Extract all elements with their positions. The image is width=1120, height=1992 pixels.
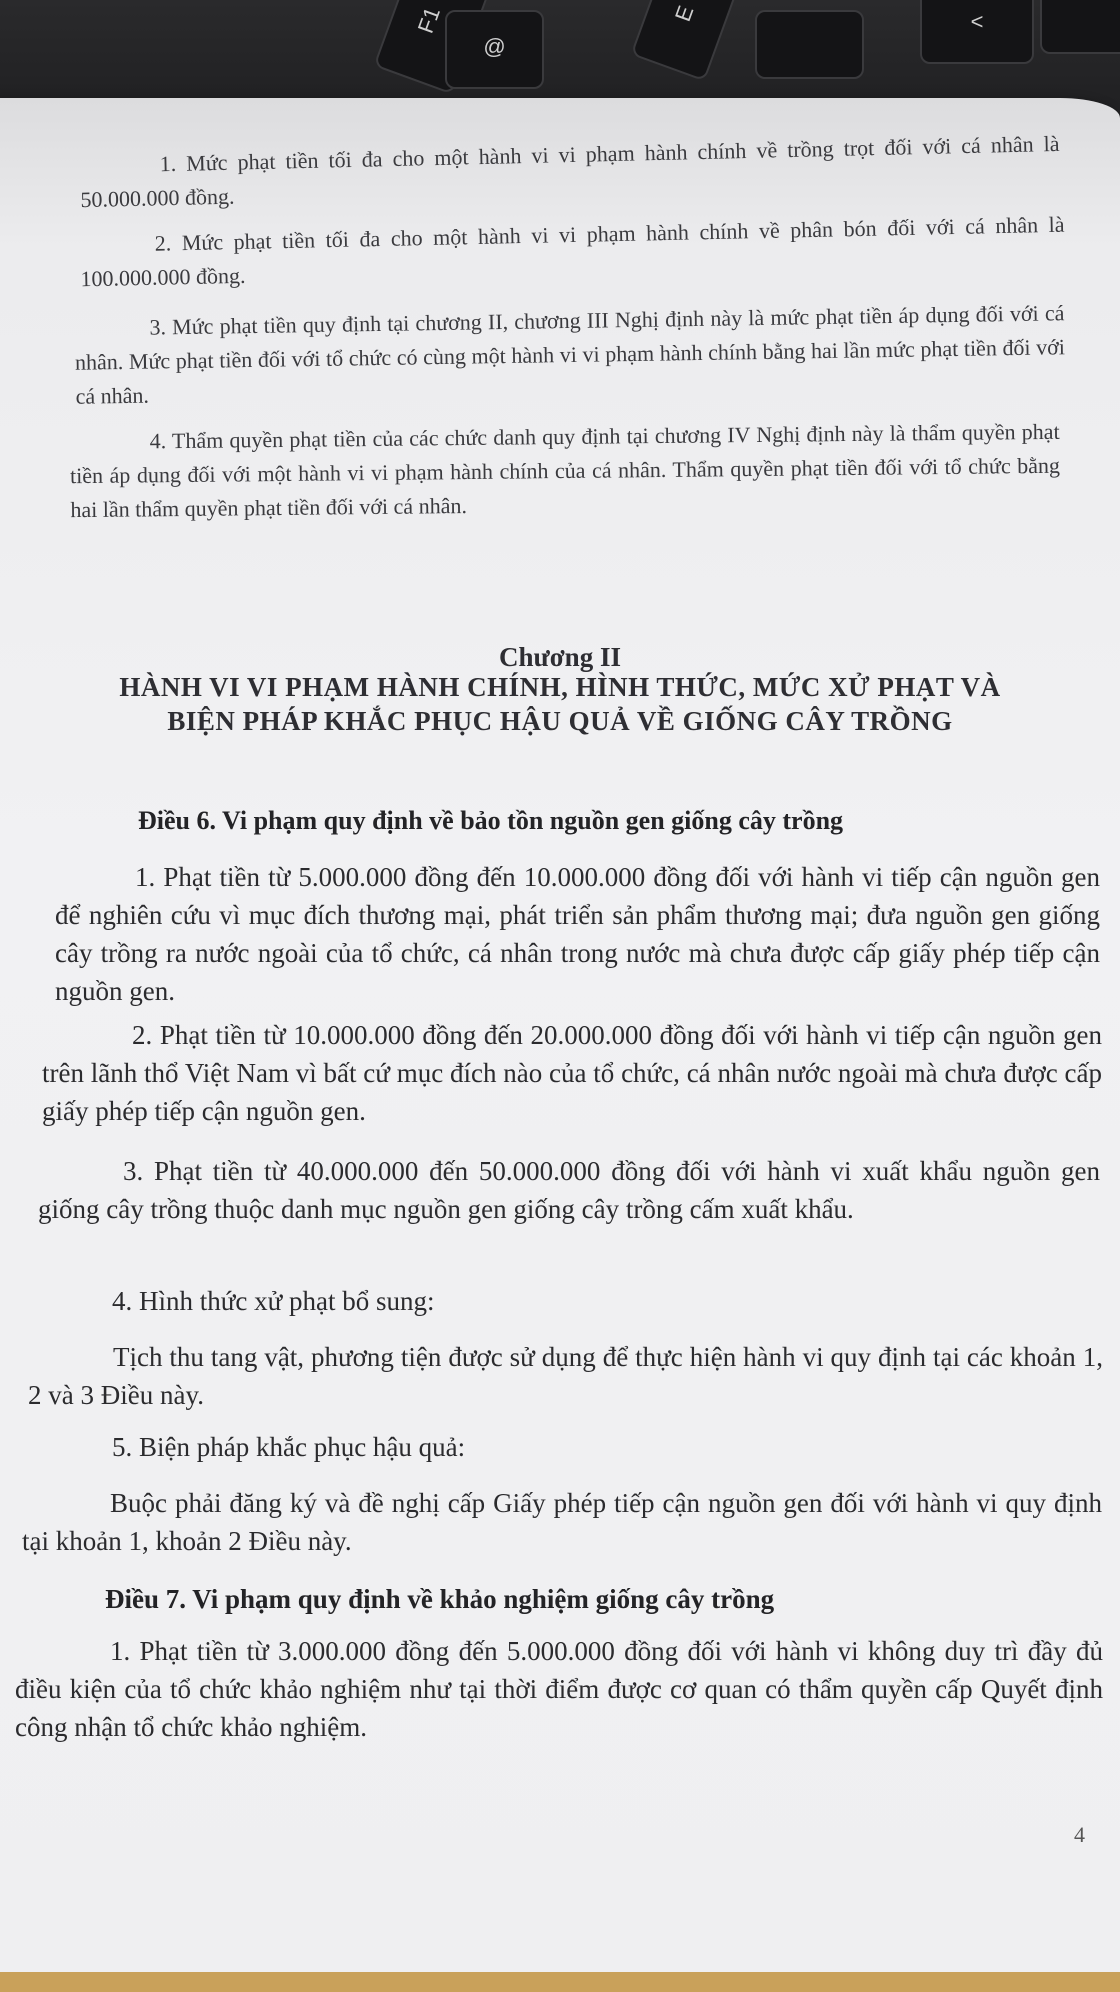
article-7-title: Điều 7. Vi phạm quy định về khảo nghiệm giống cây trồng [105,1584,775,1614]
keyboard-key [755,10,864,79]
keyboard-key [1040,0,1120,54]
document-page [0,98,1120,1978]
clause-4: 4. Thẩm quyền phạt tiền của các chức danh quy định tại chương IV Nghị định này là thẩm quyền phạt tiền áp dụng đối với một hành vi vi phạm hành chính của cá nhân. Thẩm quyền phạt tiền đối với tổ chức bằng hai lần thẩm quyền phạt tiền đối với cá nhân. [69,418,1061,523]
keyboard-key: F1 [373,0,494,95]
clause-3: 3. Mức phạt tiền quy định tại chương II, chương III Nghị định này là mức phạt tiền áp dụng đối với cá nhân. Mức phạt tiền đối với tổ chức có cùng một hành vi vi phạm hành chính bằng hai lần mức phạt tiền đối với cá nhân. [74,300,1066,409]
article-6-clause-4-text: Tịch thu tang vật, phương tiện được sử dụng để thực hiện hành vi quy định tại các khoản 1, 2 và 3 Điều này. [28,1342,1103,1410]
clause-2: 2. Mức phạt tiền tối đa cho một hành vi vi phạm hành chính về phân bón đối với cá nhân là 100.000.000 đồng. [80,211,1065,292]
article-6-clause-4: 4. Hình thức xử phạt bổ sung: [112,1286,435,1316]
keyboard-key: < [920,0,1034,64]
chapter-label: Chương II [499,642,621,672]
article-6-title: Điều 6. Vi phạm quy định về bảo tồn nguồn gen giống cây trồng [138,806,844,835]
keyboard-key: E [630,0,743,82]
keyboard-key: @ [445,10,544,89]
article-6-clause-5-text: Buộc phải đăng ký và đề nghị cấp Giấy phép tiếp cận nguồn gen đối với hành vi quy định tại khoản 1, khoản 2 Điều này. [22,1488,1102,1556]
chapter-title-line-2: BIỆN PHÁP KHẮC PHỤC HẬU QUẢ VỀ GIỐNG CÂY TRỒNG [167,706,953,736]
desk-edge [0,1972,1120,1992]
chapter-title-line-1: HÀNH VI VI PHẠM HÀNH CHÍNH, HÌNH THỨC, MỨC XỬ PHẠT VÀ [119,672,1001,702]
article-6-clause-3: 3. Phạt tiền từ 40.000.000 đến 50.000.000 đồng đối với hành vi xuất khẩu nguồn gen giống cây trồng thuộc danh mục nguồn gen giống cây trồng cấm xuất khẩu. [38,1156,1100,1224]
article-6-clause-1: 1. Phạt tiền từ 5.000.000 đồng đến 10.000.000 đồng đối với hành vi tiếp cận nguồn gen để nghiên cứu vì mục đích thương mại, phát triển sản phẩm thương mại; đưa nguồn gen giống cây trồng ra nước ngoài của tổ chức, cá nhân trong nước mà chưa được cấp giấy phép tiếp cận nguồn gen. [55,862,1100,1006]
article-6-clause-2: 2. Phạt tiền từ 10.000.000 đồng đến 20.000.000 đồng đối với hành vi tiếp cận nguồn gen trên lãnh thổ Việt Nam vì bất cứ mục đích nào của tổ chức, cá nhân nước ngoài mà chưa được cấp giấy phép tiếp cận nguồn gen. [42,1020,1102,1126]
article-6-clause-5: 5. Biện pháp khắc phục hậu quả: [112,1432,466,1462]
clause-1: 1. Mức phạt tiền tối đa cho một hành vi vi phạm hành chính về trồng trọt đối với cá nhân là 50.000.000 đồng. [80,130,1060,213]
page-number: 4 [1074,1822,1085,1847]
article-7-clause-1: 1. Phạt tiền từ 3.000.000 đồng đến 5.000.000 đồng đối với hành vi không duy trì đầy đủ điều kiện của tổ chức khảo nghiệm như tại thời điểm được cơ quan có thẩm quyền cấp Quyết định công nhận tổ chức khảo nghiệm. [15,1636,1103,1742]
